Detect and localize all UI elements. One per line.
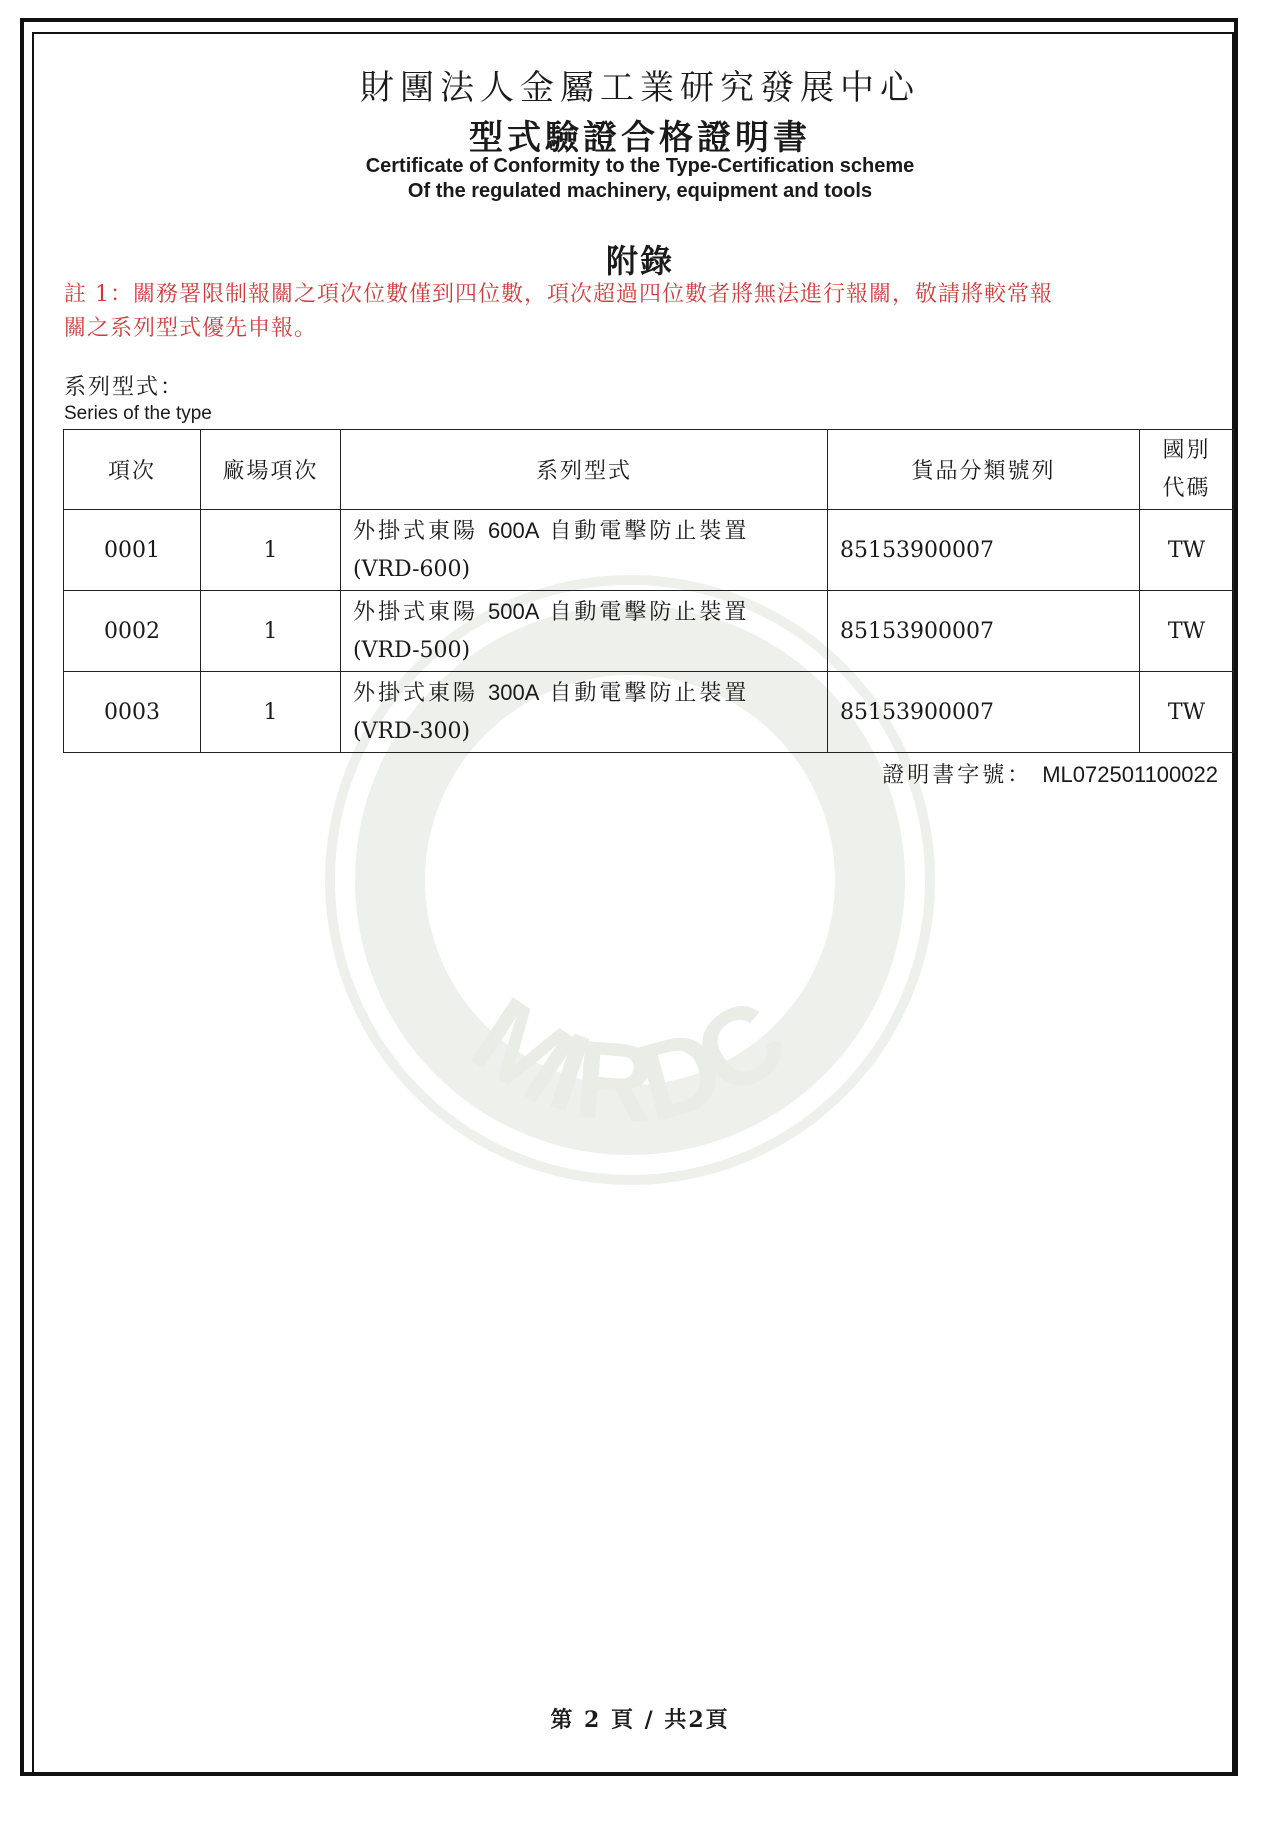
certificate-title: 型式驗證合格證明書: [469, 118, 811, 158]
series-label-zh: 系列型式：: [64, 375, 185, 400]
header-country-line-1: 國別: [1162, 437, 1211, 463]
watermark-text: MIRDC: [451, 973, 809, 1147]
page-number: 第 2 頁 / 共2頁: [550, 1707, 730, 1733]
product-amperage: 300A: [488, 679, 540, 705]
english-title-line-2: Of the regulated machinery, equipment and tools: [407, 180, 873, 202]
product-name-line: [353, 674, 827, 713]
product-name-line: [353, 593, 827, 632]
cell-item-no: 0002: [64, 591, 201, 672]
cell-country: TW: [1140, 672, 1234, 753]
english-title-line-1: Certificate of Conformity to the Type-Certification scheme: [365, 155, 915, 177]
product-model: (VRD-300): [353, 718, 471, 744]
cell-factory-item: 1: [201, 672, 341, 753]
red-note: [64, 278, 1214, 346]
product-amperage: 600A: [488, 517, 540, 543]
product-name-prefix: 外掛式東陽: [353, 518, 479, 544]
header-country-code: [1140, 430, 1234, 510]
cell-hs-code: 85153900007: [828, 591, 1140, 672]
cell-factory-item: 1: [201, 510, 341, 591]
organization-name: 財團法人金屬工業研究發展中心: [360, 68, 920, 108]
certificate-number-label: 證明書字號：: [882, 763, 1033, 788]
header-country-line-2: 代碼: [1162, 475, 1211, 501]
appendix-title: 附錄: [605, 242, 674, 280]
series-label-en: Series of the type: [64, 403, 212, 424]
note-line-2: 關之系列型式優先申報。: [64, 316, 318, 341]
product-name-suffix: 自動電擊防止裝置: [549, 680, 750, 706]
product-name-suffix: 自動電擊防止裝置: [549, 518, 750, 544]
cell-series-type: [341, 591, 828, 672]
header-series-type: 系列型式: [341, 430, 828, 510]
cell-factory-item: 1: [201, 591, 341, 672]
series-table: [63, 429, 1234, 753]
cell-hs-code: 85153900007: [828, 510, 1140, 591]
note-line-1: 註 1：關務署限制報關之項次位數僅到四位數，項次超過四位數者將無法進行報關，敬請將較常報: [64, 282, 1053, 307]
table-row: [64, 510, 1234, 591]
certificate-number: [882, 758, 1218, 789]
header-hs-code: 貨品分類號列: [828, 430, 1140, 510]
product-name-line: [353, 512, 827, 551]
product-model: (VRD-600): [353, 556, 471, 582]
product-amperage: 500A: [488, 598, 540, 624]
cell-item-no: 0003: [64, 672, 201, 753]
product-name-prefix: 外掛式東陽: [353, 680, 479, 706]
cell-series-type: [341, 510, 828, 591]
product-name-suffix: 自動電擊防止裝置: [549, 599, 750, 625]
table-row: [64, 672, 1234, 753]
cell-hs-code: 85153900007: [828, 672, 1140, 753]
header-factory-item: 廠場項次: [201, 430, 341, 510]
header-item-no: 項次: [64, 430, 201, 510]
table-header-row: [64, 430, 1234, 510]
product-name-prefix: 外掛式東陽: [353, 599, 479, 625]
cell-item-no: 0001: [64, 510, 201, 591]
certificate-number-value: ML072501100022: [1042, 762, 1218, 787]
table-row: [64, 591, 1234, 672]
product-model: (VRD-500): [353, 637, 471, 663]
cell-country: TW: [1140, 510, 1234, 591]
cell-series-type: [341, 672, 828, 753]
cell-country: TW: [1140, 591, 1234, 672]
